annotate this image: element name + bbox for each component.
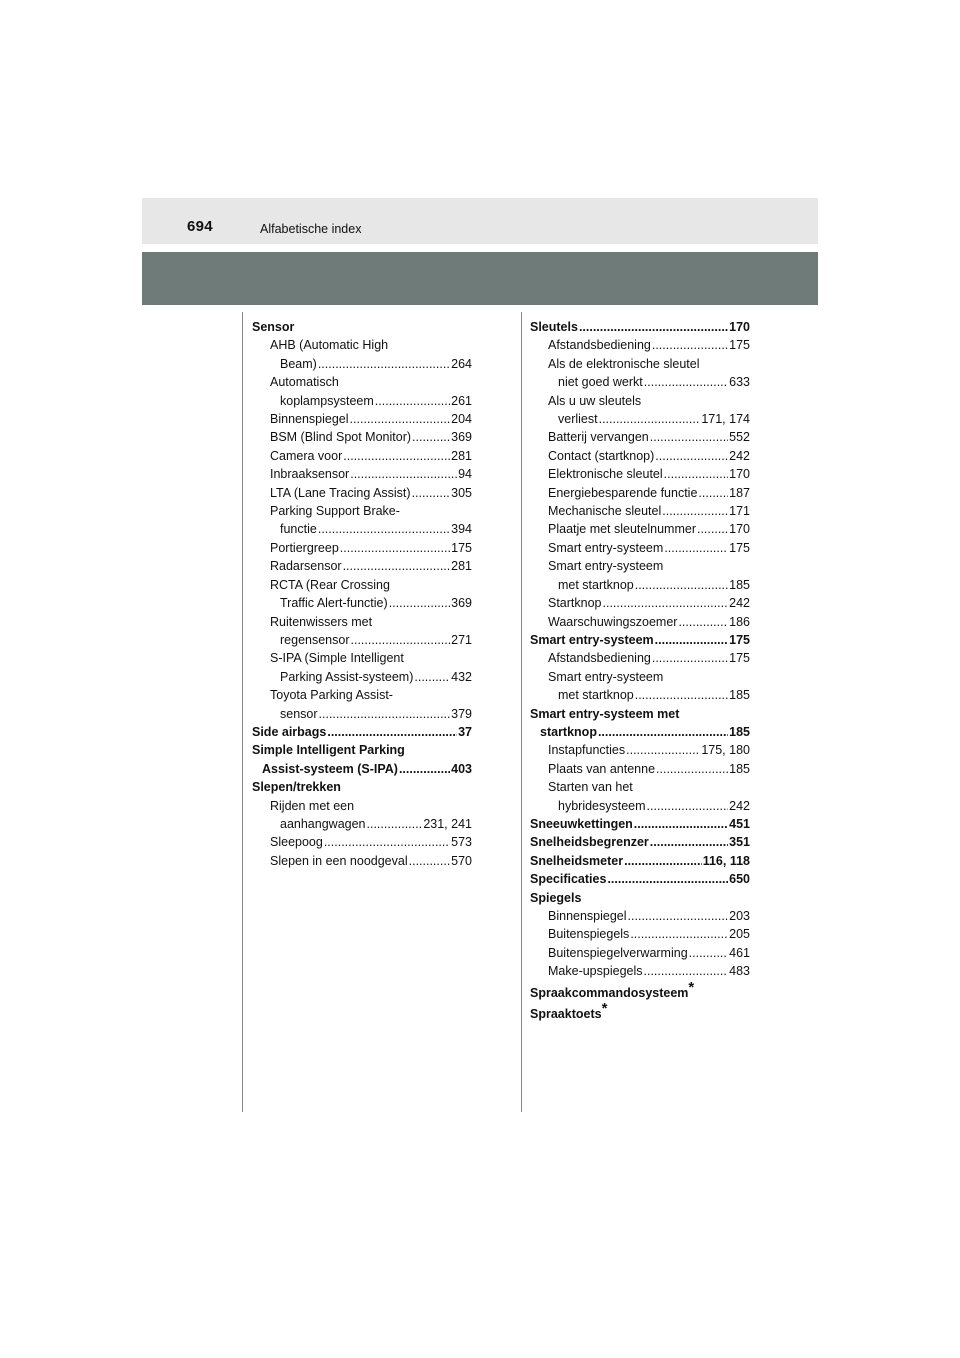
- entry-text: met startknop: [558, 577, 634, 592]
- index-entry: [530, 520, 750, 538]
- dot-leader: [624, 852, 702, 870]
- index-entry: [530, 668, 750, 686]
- entry-text: Toyota Parking Assist-: [270, 688, 393, 703]
- index-entry: [252, 336, 472, 354]
- index-entry: [252, 355, 472, 373]
- dot-leader: [603, 594, 729, 612]
- entry-page: 231, 241: [423, 816, 472, 831]
- index-entry: [252, 613, 472, 631]
- entry-text: Beam): [280, 356, 317, 371]
- entry-text: Spiegels: [530, 890, 582, 905]
- entry-text: Smart entry-systeem: [548, 559, 664, 574]
- dot-leader: [598, 723, 728, 741]
- entry-text: Snelheidsbegrenzer: [530, 835, 649, 850]
- entry-text: Sleutels: [530, 320, 578, 334]
- dot-leader: [678, 613, 728, 631]
- index-entry: [530, 778, 750, 796]
- dot-leader: [650, 428, 728, 446]
- dot-leader: [635, 686, 728, 704]
- entry-text: Sleepoog: [270, 835, 323, 850]
- dot-leader: [319, 705, 451, 723]
- entry-page: 37: [458, 724, 472, 739]
- index-entry: [530, 907, 750, 925]
- index-entry: [530, 631, 750, 649]
- index-entry: [530, 502, 750, 520]
- entry-page: 203: [729, 909, 750, 923]
- entry-page: 185: [729, 577, 750, 592]
- dot-leader: [689, 944, 728, 962]
- entry-page: 170: [729, 320, 750, 334]
- entry-text: Smart entry-systeem met: [530, 706, 680, 721]
- entry-text: Assist-systeem (S-IPA): [262, 761, 398, 776]
- index-entry: [252, 741, 472, 759]
- dot-leader: [664, 465, 728, 483]
- entry-text: Buitenspiegels: [548, 927, 630, 942]
- dot-leader: [340, 539, 450, 557]
- index-entry: [530, 318, 750, 336]
- entry-page: 633: [729, 375, 750, 390]
- index-entry: [530, 797, 750, 815]
- index-entry: [530, 392, 750, 410]
- index-entry: [252, 539, 472, 557]
- entry-page: 573: [451, 835, 472, 850]
- dot-leader: [389, 594, 450, 612]
- column-rule-middle: [521, 312, 522, 1112]
- dot-leader: [698, 484, 728, 502]
- entry-page: 305: [451, 485, 472, 500]
- entry-text: Portiergreep: [270, 540, 339, 555]
- entry-page: 451: [729, 816, 750, 831]
- dot-leader: [324, 833, 450, 851]
- dot-leader: [599, 410, 701, 428]
- index-entry: [252, 373, 472, 391]
- entry-text: Smart entry-systeem: [548, 540, 664, 555]
- entry-page: 271: [451, 632, 472, 647]
- entry-text: Sneeuwkettingen: [530, 816, 633, 831]
- entry-page: 403: [451, 761, 472, 776]
- entry-page: 116, 118: [702, 853, 750, 868]
- entry-page: 242: [729, 596, 750, 611]
- entry-page: 369: [451, 430, 472, 445]
- entry-text: Slepen/trekken: [252, 780, 341, 795]
- index-entry: [252, 594, 472, 612]
- dot-leader: [662, 502, 728, 520]
- dot-leader: [579, 318, 728, 336]
- dot-leader: [343, 447, 450, 465]
- entry-page: 552: [729, 430, 750, 445]
- entry-text: Smart entry-systeem: [548, 669, 664, 684]
- entry-page: 171, 174: [701, 412, 750, 427]
- dot-leader: [414, 668, 450, 686]
- entry-text: sensor: [280, 706, 318, 721]
- dot-leader: [350, 465, 457, 483]
- entry-text: startknop: [540, 724, 597, 739]
- entry-text: Radarsensor: [270, 559, 342, 574]
- entry-text: functie: [280, 522, 317, 537]
- dot-leader: [343, 557, 451, 575]
- entry-text: Parking Support Brake-: [270, 504, 400, 519]
- index-entry: [530, 741, 750, 759]
- index-entry: [252, 723, 472, 741]
- index-entry: [252, 428, 472, 446]
- index-entry: [252, 465, 472, 483]
- index-column-2: [530, 318, 750, 1025]
- index-entry: [530, 815, 750, 833]
- index-entry: [530, 594, 750, 612]
- index-entry: [252, 576, 472, 594]
- entry-page: 170: [729, 522, 750, 537]
- entry-text: Energiebesparende functie: [548, 485, 698, 500]
- dot-leader: [327, 723, 457, 741]
- dot-leader: [412, 428, 450, 446]
- entry-page: 483: [729, 964, 750, 979]
- entry-page: 205: [729, 927, 750, 942]
- index-entry: [530, 978, 750, 1002]
- entry-text: Spraakcommandosysteem: [530, 985, 689, 1000]
- entry-page: 186: [729, 614, 750, 629]
- entry-text: Batterij vervangen: [548, 430, 649, 445]
- index-entry: [252, 760, 472, 778]
- footnote-star: *: [601, 1000, 608, 1018]
- index-entry: [252, 447, 472, 465]
- index-entry: [252, 852, 472, 870]
- dot-leader: [626, 741, 700, 759]
- index-entry: [530, 355, 750, 373]
- dot-leader: [652, 649, 728, 667]
- index-entry: [530, 484, 750, 502]
- index-entry: [252, 797, 472, 815]
- index-entry: [530, 760, 750, 778]
- page-number: 694: [187, 218, 213, 235]
- dot-leader: [351, 631, 451, 649]
- entry-text: Snelheidsmeter: [530, 853, 624, 868]
- entry-page: 264: [451, 356, 472, 371]
- entry-page: 185: [729, 688, 750, 703]
- entry-text: Plaatje met sleutelnummer: [548, 522, 696, 537]
- entry-page: 170: [729, 467, 750, 482]
- index-entry: [252, 318, 472, 336]
- entry-text: S-IPA (Simple Intelligent: [270, 651, 404, 666]
- index-entry: [530, 852, 750, 870]
- index-entry: [252, 815, 472, 833]
- entry-page: 650: [729, 872, 750, 887]
- dot-leader: [350, 410, 451, 428]
- index-entry: [530, 723, 750, 741]
- entry-text: Afstandsbediening: [548, 338, 651, 353]
- header-bar: [142, 198, 818, 244]
- index-entry: [530, 428, 750, 446]
- entry-page: 242: [729, 448, 750, 463]
- entry-text: hybridesysteem: [558, 798, 646, 813]
- index-entry: [252, 392, 472, 410]
- dot-leader: [664, 539, 728, 557]
- entry-text: Simple Intelligent Parking: [252, 743, 405, 758]
- entry-page: 175, 180: [701, 743, 750, 758]
- dot-leader: [644, 962, 729, 980]
- entry-page: 94: [458, 467, 472, 482]
- footnote-star: *: [688, 978, 695, 996]
- entry-text: Buitenspiegelverwarming: [548, 945, 688, 960]
- index-entry: [530, 336, 750, 354]
- entry-text: Inbraaksensor: [270, 467, 350, 482]
- dot-leader: [318, 355, 450, 373]
- entry-text: niet goed werkt: [558, 375, 643, 390]
- entry-text: RCTA (Rear Crossing: [270, 577, 390, 592]
- index-entry: [530, 1000, 750, 1023]
- index-entry: [530, 613, 750, 631]
- index-entry: [252, 778, 472, 796]
- dot-leader: [375, 392, 450, 410]
- dot-leader: [399, 760, 450, 778]
- index-entry: [252, 631, 472, 649]
- entry-text: Elektronische sleutel: [548, 467, 663, 482]
- index-entry: [530, 889, 750, 907]
- entry-page: 175: [729, 540, 750, 555]
- entry-text: Traffic Alert-functie): [280, 596, 388, 611]
- entry-page: 175: [451, 540, 472, 555]
- entry-page: 351: [729, 835, 750, 850]
- dot-leader: [652, 336, 728, 354]
- entry-text: Ruitenwissers met: [270, 614, 373, 629]
- dot-leader: [409, 852, 451, 870]
- column-rule-left: [242, 312, 243, 1112]
- index-entry: [252, 649, 472, 667]
- entry-text: Afstandsbediening: [548, 651, 651, 666]
- entry-page: 242: [729, 798, 750, 813]
- entry-page: 175: [729, 651, 750, 666]
- index-entry: [530, 465, 750, 483]
- dot-leader: [655, 447, 728, 465]
- entry-text: Specificaties: [530, 872, 607, 887]
- index-entry: [530, 576, 750, 594]
- index-entry: [530, 447, 750, 465]
- entry-text: Binnenspiegel: [270, 412, 349, 427]
- entry-page: 204: [451, 412, 472, 427]
- entry-text: Starten van het: [548, 780, 633, 795]
- index-entry: [530, 870, 750, 888]
- entry-page: 281: [451, 559, 472, 574]
- entry-page: 281: [451, 448, 472, 463]
- header-band: [142, 252, 818, 305]
- dot-leader: [635, 576, 728, 594]
- entry-text: Instapfuncties: [548, 743, 626, 758]
- entry-page: 261: [451, 393, 472, 408]
- dot-leader: [367, 815, 423, 833]
- entry-text: Binnenspiegel: [548, 909, 627, 923]
- dot-leader: [318, 520, 450, 538]
- entry-text: LTA (Lane Tracing Assist): [270, 485, 411, 500]
- entry-page: 369: [451, 596, 472, 611]
- entry-text: Parking Assist-systeem): [280, 669, 414, 684]
- entry-text: Waarschuwingszoemer: [548, 614, 678, 629]
- entry-text: Contact (startknop): [548, 448, 655, 463]
- entry-text: Make-upspiegels: [548, 964, 643, 979]
- dot-leader: [630, 925, 728, 943]
- dot-leader: [607, 870, 728, 888]
- dot-leader: [697, 520, 728, 538]
- dot-leader: [628, 907, 729, 925]
- entry-text: Als u uw sleutels: [548, 393, 642, 408]
- dot-leader: [656, 760, 728, 778]
- index-entry: [252, 705, 472, 723]
- entry-text: Side airbags: [252, 724, 327, 739]
- index-entry: [252, 410, 472, 428]
- entry-text: Automatisch: [270, 375, 339, 390]
- entry-text: Camera voor: [270, 448, 343, 463]
- index-entry: [530, 686, 750, 704]
- entry-text: Plaats van antenne: [548, 761, 656, 776]
- entry-page: 175: [729, 632, 750, 647]
- entry-text: BSM (Blind Spot Monitor): [270, 430, 412, 445]
- index-entry: [252, 686, 472, 704]
- entry-page: 394: [451, 522, 472, 537]
- index-entry: [530, 833, 750, 851]
- entry-page: 175: [729, 338, 750, 353]
- section-title: Alfabetische index: [260, 222, 362, 236]
- index-entry: [252, 668, 472, 686]
- entry-page: 185: [729, 761, 750, 776]
- index-entry: [252, 557, 472, 575]
- index-entry: [530, 649, 750, 667]
- dot-leader: [634, 815, 728, 833]
- index-entry: [252, 520, 472, 538]
- entry-page: 461: [729, 945, 750, 960]
- entry-text: Spraaktoets: [530, 1007, 602, 1022]
- dot-leader: [647, 797, 729, 815]
- index-entry: [530, 944, 750, 962]
- entry-page: 187: [729, 485, 750, 500]
- index-entry: [530, 557, 750, 575]
- entry-text: Slepen in een noodgeval: [270, 853, 408, 868]
- index-entry: [530, 410, 750, 428]
- entry-page: 379: [451, 706, 472, 721]
- dot-leader: [412, 484, 451, 502]
- index-entry: [252, 484, 472, 502]
- entry-text: AHB (Automatic High: [270, 338, 389, 353]
- index-column-1: [252, 318, 472, 870]
- index-entry: [530, 925, 750, 943]
- entry-text: met startknop: [558, 688, 634, 703]
- index-entry: [530, 539, 750, 557]
- index-entry: [530, 373, 750, 391]
- entry-text: Rijden met een: [270, 798, 355, 813]
- index-entry: [252, 502, 472, 520]
- entry-page: 432: [451, 669, 472, 684]
- entry-text: koplampsysteem: [280, 393, 374, 408]
- entry-page: 570: [451, 853, 472, 868]
- entry-text: Smart entry-systeem: [530, 632, 654, 647]
- entry-text: regensensor: [280, 632, 350, 647]
- entry-text: verliest: [558, 412, 598, 427]
- entry-text: Startknop: [548, 596, 602, 611]
- entry-page: 171: [729, 504, 750, 519]
- index-entry: [252, 833, 472, 851]
- entry-text: Sensor: [252, 320, 295, 334]
- dot-leader: [655, 631, 728, 649]
- dot-leader: [650, 833, 728, 851]
- entry-text: aanhangwagen: [280, 816, 366, 831]
- index-entry: [530, 705, 750, 723]
- index-entry: [530, 962, 750, 980]
- entry-text: Mechanische sleutel: [548, 504, 662, 519]
- dot-leader: [644, 373, 728, 391]
- entry-page: 185: [729, 724, 750, 739]
- entry-text: Als de elektronische sleutel: [548, 356, 700, 371]
